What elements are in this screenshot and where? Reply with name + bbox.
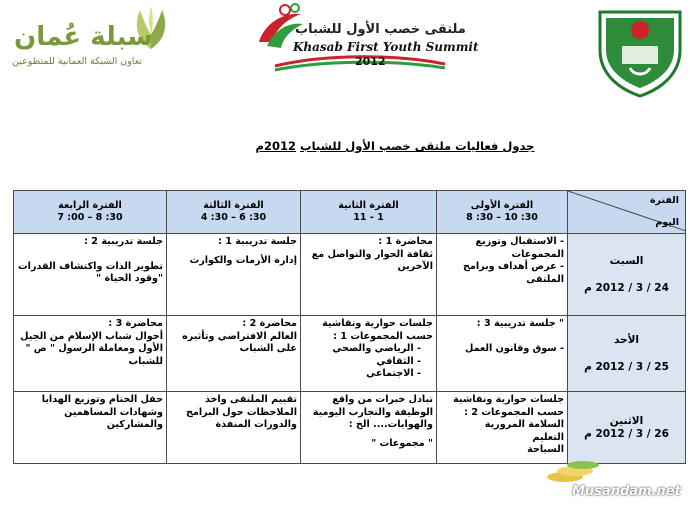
cell-sun-p1	[437, 316, 568, 392]
day-name: السبت	[609, 255, 644, 267]
sat-p4-title: جلسة تدريبية 2 :	[84, 236, 163, 247]
logo-center-english: Khasab First Youth Summit	[293, 40, 479, 54]
header-period-3	[167, 191, 301, 234]
swoosh-icon	[245, 2, 460, 74]
day-date: 26 / 3 / 2012 م	[584, 427, 669, 440]
sat-p3-text: إدارة الأزمات والكوارث	[189, 254, 297, 266]
sat-p1-item-1: - الاستقبال وتوزيع المجموعات	[475, 236, 564, 260]
header-period-1	[437, 191, 568, 234]
sun-p4-title: محاضرة 3 :	[108, 318, 163, 329]
logo-left-brand: سبلة عُمان	[14, 22, 153, 52]
day-cell-monday	[568, 392, 686, 464]
watermark-text: Musandam.net	[572, 484, 681, 499]
sat-p4-text: تطوير الذات واكتشاف القدرات "وقود الحياة "	[18, 260, 163, 284]
day-name: الأحد	[613, 334, 640, 346]
period-3-time: 4 :30 – 6 :30	[200, 212, 267, 223]
list-item: السلامة المرورية	[484, 419, 564, 430]
table-header-row	[14, 191, 686, 234]
day-date: 24 / 3 / 2012 م	[584, 281, 669, 294]
mon-p2-text: تبادل خبرات من واقع الوظيفة والتجارب اليومية والهوايات.... الخ :	[312, 394, 433, 430]
sat-p1-item-2: - عرض أهداف وبرامج الملتقى	[462, 261, 564, 285]
period-4-time: 7 :00 – 8 :30	[57, 212, 123, 223]
corner-cell	[568, 191, 686, 234]
sun-p2-title: جلسات حوارية ونقاشية حسب المجموعات 1 :	[322, 318, 433, 342]
page-title	[250, 139, 540, 153]
period-2-label: الفترة الثانية	[338, 199, 399, 211]
sat-p3-title: جلسة تدريبية 1 :	[218, 236, 297, 247]
list-item: - الرياضي والصحي	[304, 343, 421, 356]
cell-sun-p2	[301, 316, 437, 392]
mon-p2-note: " مجموعات "	[371, 437, 433, 449]
sun-p1-text: - سوق وقانون العمل	[465, 342, 564, 354]
cell-mon-p4	[14, 392, 167, 464]
cell-mon-p1	[437, 392, 568, 464]
cell-sun-p3	[167, 316, 301, 392]
header-period-2	[301, 191, 437, 234]
sablat-oman-logo	[8, 4, 176, 82]
cell-sun-p4	[14, 316, 167, 392]
list-item: - الاجتماعي	[304, 368, 421, 381]
table-row	[14, 316, 686, 392]
table-row	[14, 392, 686, 464]
cell-mon-p3	[167, 392, 301, 464]
corner-period-label: الفترة	[649, 195, 679, 206]
coins-decoration	[545, 455, 605, 485]
cell-mon-p2	[301, 392, 437, 464]
sun-p3-title: محاضرة 2 :	[242, 318, 297, 329]
day-cell-saturday	[568, 234, 686, 316]
list-item: السياحة	[527, 444, 564, 455]
header-period-4	[14, 191, 167, 234]
table-row	[14, 234, 686, 316]
cell-sat-p1	[437, 234, 568, 316]
period-2-time: 11 - 1	[353, 212, 384, 223]
day-cell-sunday	[568, 316, 686, 392]
sun-p1-title: " جلسة تدريبية 3 :	[476, 318, 564, 329]
list-item: - الثقافي	[304, 356, 421, 369]
list-item: التعليم	[532, 431, 564, 443]
mon-p1-title: جلسات حوارية ونقاشية حسب المجموعات 2 :	[453, 394, 564, 418]
day-name: الاثنين	[609, 415, 644, 427]
corner-day-label: اليوم	[655, 217, 679, 228]
sat-p2-text: ثقافة الحوار والتواصل مع الآخرين	[311, 248, 433, 272]
cell-sat-p4	[14, 234, 167, 316]
logo-center-arabic: ملتقى خصب الأول للشباب	[295, 22, 466, 37]
sat-p2-title: محاضرة 1 :	[378, 236, 433, 247]
title-text: جدول فعاليات ملتقى خصب الأول للشباب	[300, 139, 535, 153]
logo-center-year: 2012	[355, 55, 386, 68]
sun-p2-list	[304, 343, 433, 381]
period-3-label: الفترة الثالثة	[203, 199, 264, 211]
club-emblem-icon	[592, 6, 688, 98]
summit-logo	[245, 2, 479, 74]
logo-left-subtitle: تعاون الشبكة العمانية للمتطوعين	[12, 56, 142, 67]
sun-p4-text: أحوال شباب الإسلام من الجيل الأول ومعاملة الرسول " ص " للشباب	[20, 330, 163, 367]
sun-p3-text: العالم الافتراضي وتأثيره على الشباب	[182, 330, 297, 354]
day-date: 25 / 3 / 2012 م	[584, 360, 669, 373]
mon-p4-text: حفل الختام وتوزيع الهدايا وشهادات المساهمين والمشاركين	[41, 394, 163, 430]
period-1-time: 8 :30 – 10 :30	[466, 212, 538, 223]
period-1-label: الفترة الأولى	[470, 199, 534, 211]
cell-sat-p2	[301, 234, 437, 316]
cell-sat-p3	[167, 234, 301, 316]
mon-p3-text: تقييم الملتقى واخذ الملاحظات حول البرامج والدورات المنفذة	[186, 394, 297, 430]
title-year: 2012م	[255, 139, 296, 153]
period-4-label: الفترة الرابعة	[58, 199, 122, 211]
schedule-table	[13, 190, 686, 464]
